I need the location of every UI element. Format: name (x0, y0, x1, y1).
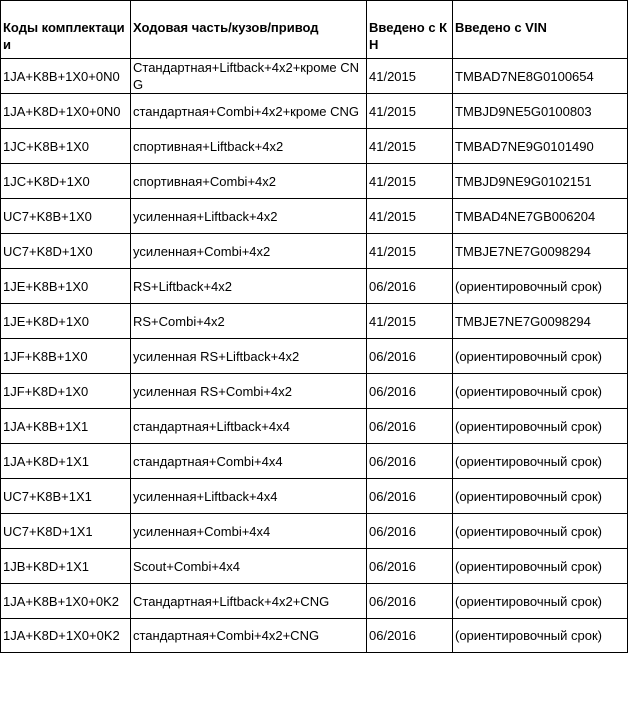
cell-code: 1JB+K8D+1X1 (1, 549, 131, 584)
cell-code: 1JA+K8B+1X1 (1, 409, 131, 444)
table-row (1, 374, 628, 409)
header-introduced-vin: Введено с VIN (453, 1, 628, 59)
cell-kn: 06/2016 (367, 514, 453, 549)
cell-chassis: RS+Combi+4x2 (131, 304, 367, 339)
cell-kn: 06/2016 (367, 584, 453, 619)
table-row (1, 304, 628, 339)
table-row (1, 234, 628, 269)
cell-chassis: стандартная+Liftback+4x4 (131, 409, 367, 444)
cell-chassis: усиленная RS+Liftback+4x2 (131, 339, 367, 374)
cell-code: 1JC+K8D+1X0 (1, 164, 131, 199)
table-row (1, 619, 628, 653)
cell-chassis: усиленная+Combi+4x4 (131, 514, 367, 549)
cell-code: 1JF+K8B+1X0 (1, 339, 131, 374)
cell-code: 1JA+K8D+1X0+0K2 (1, 619, 131, 653)
table-row (1, 164, 628, 199)
cell-chassis: спортивная+Liftback+4x2 (131, 129, 367, 164)
cell-chassis: стандартная+Combi+4x4 (131, 444, 367, 479)
cell-chassis: RS+Liftback+4x2 (131, 269, 367, 304)
cell-code: 1JA+K8B+1X0+0N0 (1, 59, 131, 94)
cell-vin: (ориентировочный срок) (453, 584, 628, 619)
cell-kn: 41/2015 (367, 199, 453, 234)
cell-kn: 41/2015 (367, 164, 453, 199)
table-row (1, 269, 628, 304)
cell-vin: (ориентировочный срок) (453, 339, 628, 374)
cell-kn: 06/2016 (367, 619, 453, 653)
table-row (1, 514, 628, 549)
cell-chassis: стандартная+Combi+4x2+кроме CNG (131, 94, 367, 129)
cell-vin: (ориентировочный срок) (453, 479, 628, 514)
cell-kn: 06/2016 (367, 374, 453, 409)
cell-code: 1JC+K8B+1X0 (1, 129, 131, 164)
cell-vin: TMBJD9NE9G0102151 (453, 164, 628, 199)
cell-code: UC7+K8D+1X0 (1, 234, 131, 269)
header-equipment-codes: Коды комплектации (1, 1, 131, 59)
cell-kn: 06/2016 (367, 409, 453, 444)
cell-code: UC7+K8B+1X1 (1, 479, 131, 514)
cell-kn: 41/2015 (367, 234, 453, 269)
table-row (1, 129, 628, 164)
cell-code: 1JA+K8B+1X0+0K2 (1, 584, 131, 619)
cell-vin: TMBAD7NE8G0100654 (453, 59, 628, 94)
table-row (1, 409, 628, 444)
cell-chassis: Стандартная+Liftback+4x2+кроме CNG (131, 59, 367, 94)
cell-vin: (ориентировочный срок) (453, 619, 628, 653)
cell-chassis: усиленная+Liftback+4x2 (131, 199, 367, 234)
cell-kn: 06/2016 (367, 269, 453, 304)
cell-code: 1JF+K8D+1X0 (1, 374, 131, 409)
header-chassis-body-drive: Ходовая часть/кузов/привод (131, 1, 367, 59)
cell-vin: TMBAD4NE7GB006204 (453, 199, 628, 234)
cell-code: 1JE+K8D+1X0 (1, 304, 131, 339)
table-row (1, 339, 628, 374)
cell-vin: (ориентировочный срок) (453, 409, 628, 444)
cell-vin: (ориентировочный срок) (453, 269, 628, 304)
cell-code: 1JA+K8D+1X1 (1, 444, 131, 479)
header-row (1, 1, 628, 59)
table-row (1, 94, 628, 129)
cell-vin: (ориентировочный срок) (453, 549, 628, 584)
cell-vin: (ориентировочный срок) (453, 444, 628, 479)
cell-chassis: Scout+Combi+4x4 (131, 549, 367, 584)
cell-chassis: спортивная+Combi+4x2 (131, 164, 367, 199)
cell-kn: 06/2016 (367, 339, 453, 374)
cell-chassis: Стандартная+Liftback+4x2+CNG (131, 584, 367, 619)
cell-kn: 41/2015 (367, 59, 453, 94)
cell-kn: 06/2016 (367, 479, 453, 514)
cell-vin: TMBJD9NE5G0100803 (453, 94, 628, 129)
cell-chassis: усиленная+Combi+4x2 (131, 234, 367, 269)
cell-kn: 06/2016 (367, 444, 453, 479)
cell-vin: TMBJE7NE7G0098294 (453, 234, 628, 269)
table-row (1, 479, 628, 514)
cell-kn: 41/2015 (367, 304, 453, 339)
cell-chassis: усиленная RS+Combi+4x2 (131, 374, 367, 409)
cell-vin: (ориентировочный срок) (453, 374, 628, 409)
table-row (1, 199, 628, 234)
cell-chassis: стандартная+Combi+4x2+CNG (131, 619, 367, 653)
cell-kn: 41/2015 (367, 129, 453, 164)
cell-kn: 06/2016 (367, 549, 453, 584)
cell-vin: TMBJE7NE7G0098294 (453, 304, 628, 339)
cell-code: 1JA+K8D+1X0+0N0 (1, 94, 131, 129)
table-row (1, 549, 628, 584)
cell-code: UC7+K8B+1X0 (1, 199, 131, 234)
header-introduced-kn: Введено с КН (367, 1, 453, 59)
cell-code: UC7+K8D+1X1 (1, 514, 131, 549)
cell-chassis: усиленная+Liftback+4x4 (131, 479, 367, 514)
cell-vin: (ориентировочный срок) (453, 514, 628, 549)
cell-kn: 41/2015 (367, 94, 453, 129)
table-row (1, 444, 628, 479)
cell-vin: TMBAD7NE9G0101490 (453, 129, 628, 164)
cell-code: 1JE+K8B+1X0 (1, 269, 131, 304)
table-row (1, 59, 628, 94)
table-row (1, 584, 628, 619)
